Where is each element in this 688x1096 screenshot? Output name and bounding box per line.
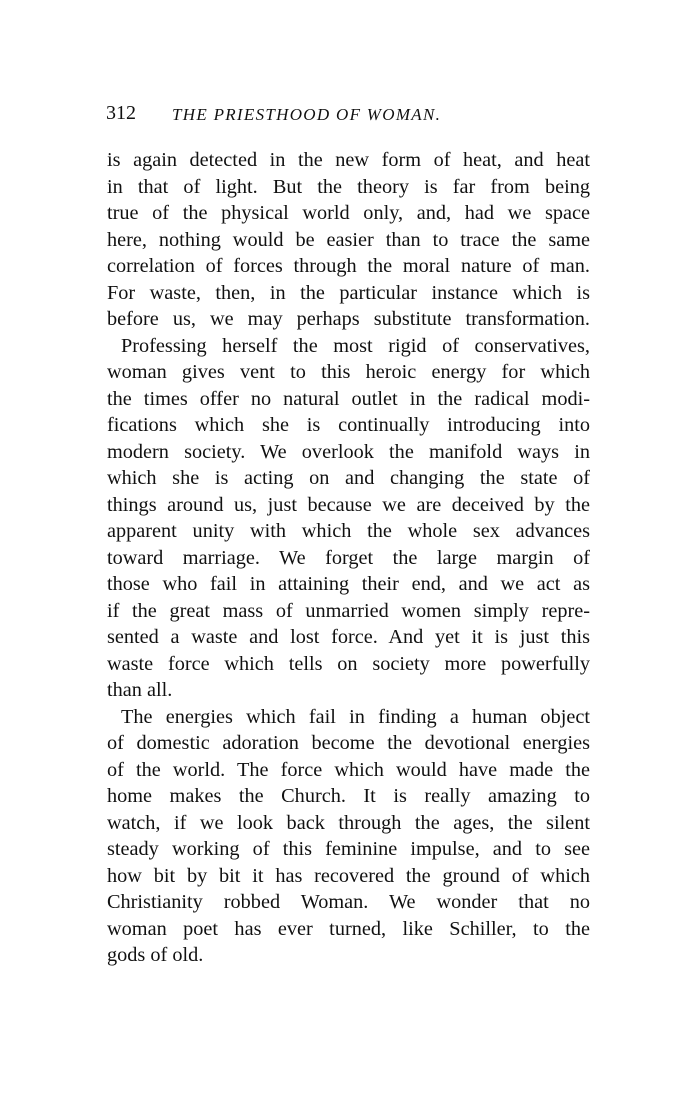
text-line: modern society. We overlook the manifold ways in: [107, 440, 590, 463]
text-line: watch, if we look back through the ages, the silent: [107, 811, 590, 834]
text-line: here, nothing would be easier than to trace the same: [107, 228, 590, 251]
text-line: The energies which fail in finding a human object: [121, 705, 590, 728]
page-body-text: [107, 147, 590, 969]
text-line: is again detected in the new form of heat, and heat: [107, 149, 590, 171]
text-line: woman poet has ever turned, like Schiller, to the: [107, 917, 590, 940]
text-line: true of the physical world only, and, had we space: [107, 202, 590, 224]
text-line: For waste, then, in the particular instance which is: [107, 281, 590, 304]
text-line: fications which she is continually introducing into: [107, 414, 590, 436]
text-line: of the world. The force which would have made the: [107, 758, 590, 781]
text-line: if the great mass of unmarried women simply repre-: [107, 599, 590, 622]
text-line: correlation of forces through the moral nature of man.: [107, 255, 590, 277]
page-number: 312: [106, 102, 136, 124]
text-line: than all.: [107, 679, 173, 701]
text-line: steady working of this feminine impulse, and to see: [107, 838, 590, 860]
text-line: which she is acting on and changing the state of: [107, 467, 590, 489]
running-title: THE PRIESTHOOD OF WOMAN.: [172, 105, 442, 124]
text-line: apparent unity with which the whole sex advances: [107, 520, 590, 542]
running-header: [106, 102, 590, 128]
text-line: how bit by bit it has recovered the ground of which: [107, 864, 590, 887]
text-line: gods of old.: [107, 944, 204, 966]
text-line: of domestic adoration become the devotional energies: [107, 732, 590, 754]
text-line: those who fail in attaining their end, and we act as: [107, 573, 590, 595]
text-line: waste force which tells on society more powerfully: [107, 652, 590, 675]
text-line: woman gives vent to this heroic energy for which: [107, 361, 590, 383]
text-line: Christianity robbed Woman. We wonder that no: [107, 891, 590, 913]
text-line: the times offer no natural outlet in the radical modi-: [107, 387, 590, 410]
text-line: things around us, just because we are deceived by the: [107, 493, 590, 516]
text-line: home makes the Church. It is really amazing to: [107, 785, 590, 807]
text-line: before us, we may perhaps substitute transformation.: [107, 308, 590, 330]
text-line: Professing herself the most rigid of conservatives,: [121, 334, 590, 357]
text-line: in that of light. But the theory is far from being: [107, 175, 590, 198]
text-line: toward marriage. We forget the large margin of: [107, 546, 590, 569]
text-line: sented a waste and lost force. And yet it is just this: [107, 626, 590, 648]
